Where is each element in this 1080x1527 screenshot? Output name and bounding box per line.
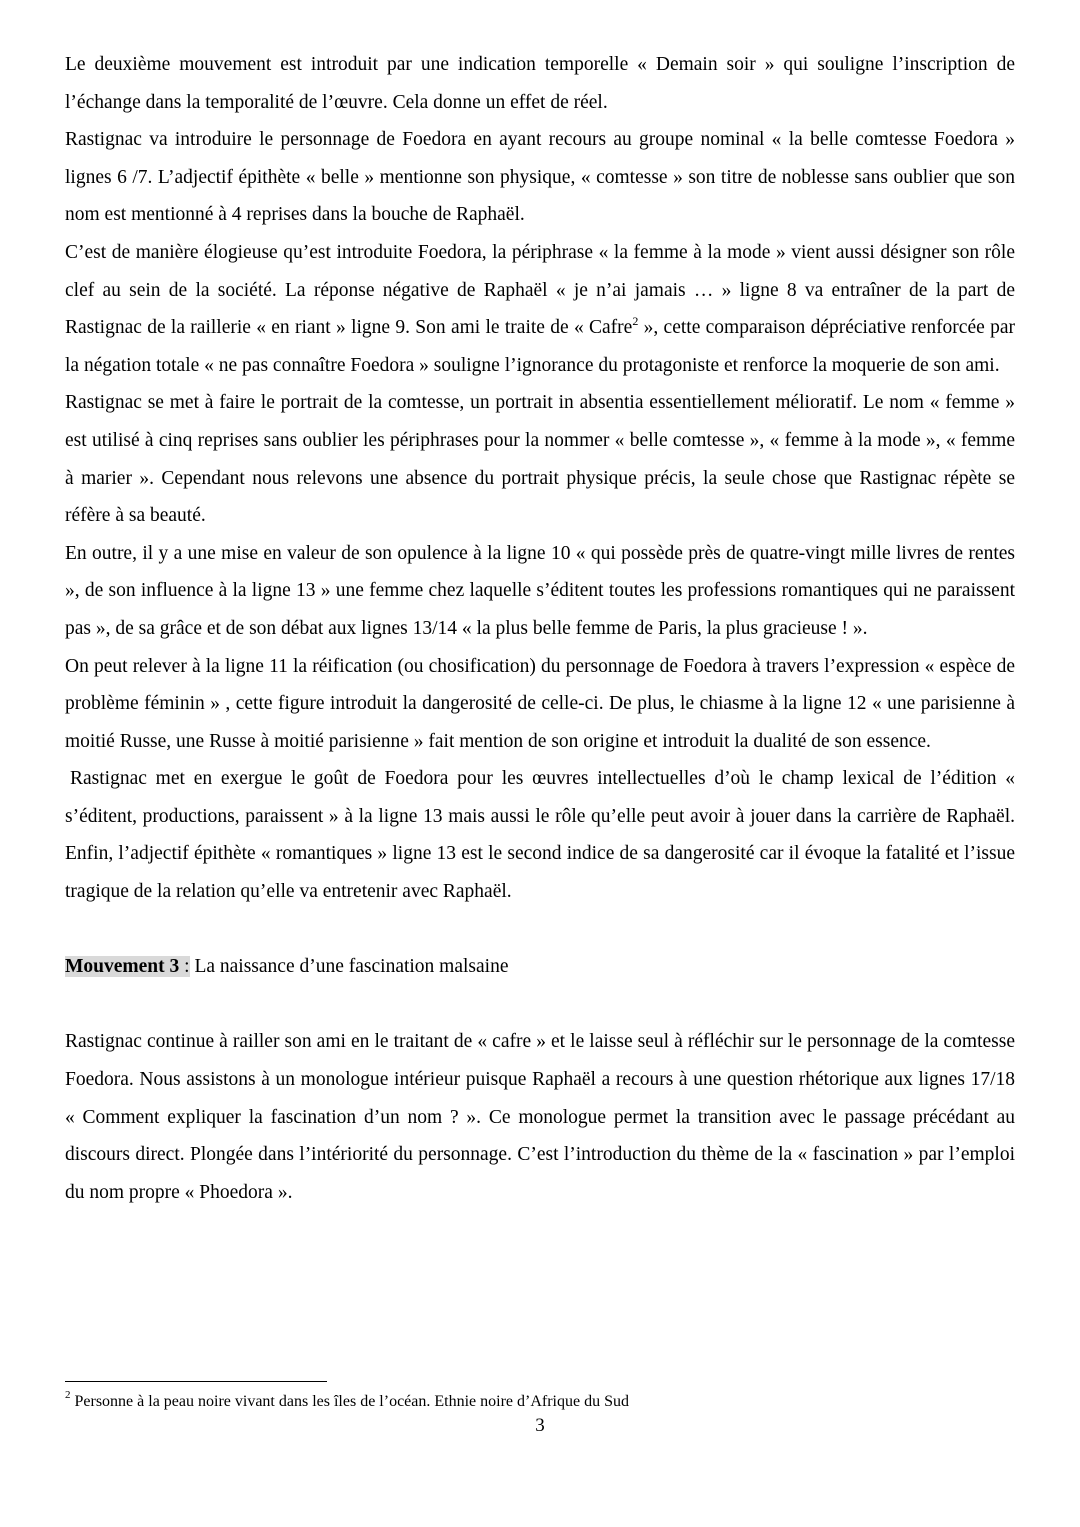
- paragraph-gout-oeuvres: Rastignac met en exergue le goût de Foedora pour les œuvres intellectuelles d’où le champ lexical de l’édition « s’éditent, productions, paraissent » à la ligne 13 mais aussi le rôle qu’elle peut avoir à jouer dans la carrière de Raphaël. Enfin, l’adjectif épithète « romantiques » ligne 13 est le second indice de sa dangerosité car il évoque la fatalité et l’issue tragique de la relation qu’elle va entretenir avec Raphaël.: [65, 768, 1015, 903]
- footnote-divider: [65, 1381, 327, 1382]
- paragraph-mouvement-2-intro: Le deuxième mouvement est introduit par une indication temporelle « Demain soir » qui souligne l’inscription de l’échange dans la temporalité de l’œuvre. Cela donne un effet de réel.: [65, 54, 1015, 113]
- footnote: [65, 1388, 629, 1413]
- section-heading-separator: :: [179, 956, 190, 978]
- section-heading-title: La naissance d’une fascination malsaine: [189, 956, 509, 978]
- footnote-text: Personne à la peau noire vivant dans les îles de l’océan. Ethnie noire d’Afrique du Sud: [70, 1393, 629, 1410]
- footnote-reference[interactable]: 2: [632, 313, 639, 328]
- paragraph-opulence: En outre, il y a une mise en valeur de son opulence à la ligne 10 « qui possède près de quatre-vingt mille livres de rentes », de son influence à la ligne 13 » une femme chez laquelle s’éditent toutes les professions romantiques qui ne paraissent pas », de sa grâce et de son débat aux lignes 13/14 « la plus belle femme de Paris, la plus gracieuse ! ».: [65, 542, 1015, 639]
- section-heading: [65, 948, 1015, 986]
- page-body: [65, 46, 1015, 1211]
- page-number: 3: [535, 1415, 545, 1436]
- section-heading-label: Mouvement 3: [65, 956, 180, 978]
- paragraph-portrait-comtesse: Rastignac se met à faire le portrait de la comtesse, un portrait in absentia essentiellement mélioratif. Le nom « femme » est utilisé à cinq reprises sans oublier les périphrases pour la nommer « belle comtesse », « femme à la mode », « femme à marier ». Cependant nous relevons une absence du portrait physique précis, la seule chose que Rastignac répète se réfère à sa beauté.: [65, 392, 1015, 527]
- paragraph-foedora-introduction: Rastignac va introduire le personnage de Foedora en ayant recours au groupe nominal « la belle comtesse Foedora » lignes 6 /7. L’adjectif épithète « belle » mentionne son physique, « comtesse » son titre de noblesse sans oublier que son nom est mentionné à 4 reprises dans la bouche de Raphaël.: [65, 129, 1015, 226]
- paragraph-monologue: Rastignac continue à railler son ami en le traitant de « cafre » et le laisse seul à réfléchir sur le personnage de la comtesse Foedora. Nous assistons à un monologue intérieur puisque Raphaël a recours à une question rhétorique aux lignes 17/18 « Comment expliquer la fascination d’un nom ? ». Ce monologue permet la transition avec le passage précédant au discours direct. Plongée dans l’intériorité du personnage. C’est l’introduction du thème de la « fascination » par l’emploi du nom propre « Phoedora ».: [65, 1031, 1015, 1203]
- paragraph-text: C’est de manière élogieuse qu’est introduite Foedora, la périphrase « la femme à la mode » vient aussi désigner son rôle clef au sein de la société. La réponse négative de Raphaël « je n’ai jamais … » ligne 8 va entraîner de la part de Rastignac de la raillerie « en riant » ligne 9. Son ami le traite de « Cafre: [65, 241, 1015, 339]
- footnote-marker: 2: [65, 1388, 71, 1401]
- blank-line: [65, 986, 1015, 1024]
- paragraph-eloge-foedora: [65, 234, 1015, 384]
- paragraph-text: », cette comparaison dépréciative renforcée par la négation totale « ne pas connaître Foedora » souligne l’ignorance du protagoniste et renforce la moquerie de son ami.: [65, 317, 1015, 376]
- paragraph-reification: On peut relever à la ligne 11 la réification (ou chosification) du personnage de Foedora à travers l’expression « espèce de problème féminin » , cette figure introduit la dangerosité de celle-ci. De plus, le chiasme à la ligne 12 « une parisienne à moitié Russe, une Russe à moitié parisienne » fait mention de son origine et introduit la dualité de son essence.: [65, 655, 1015, 752]
